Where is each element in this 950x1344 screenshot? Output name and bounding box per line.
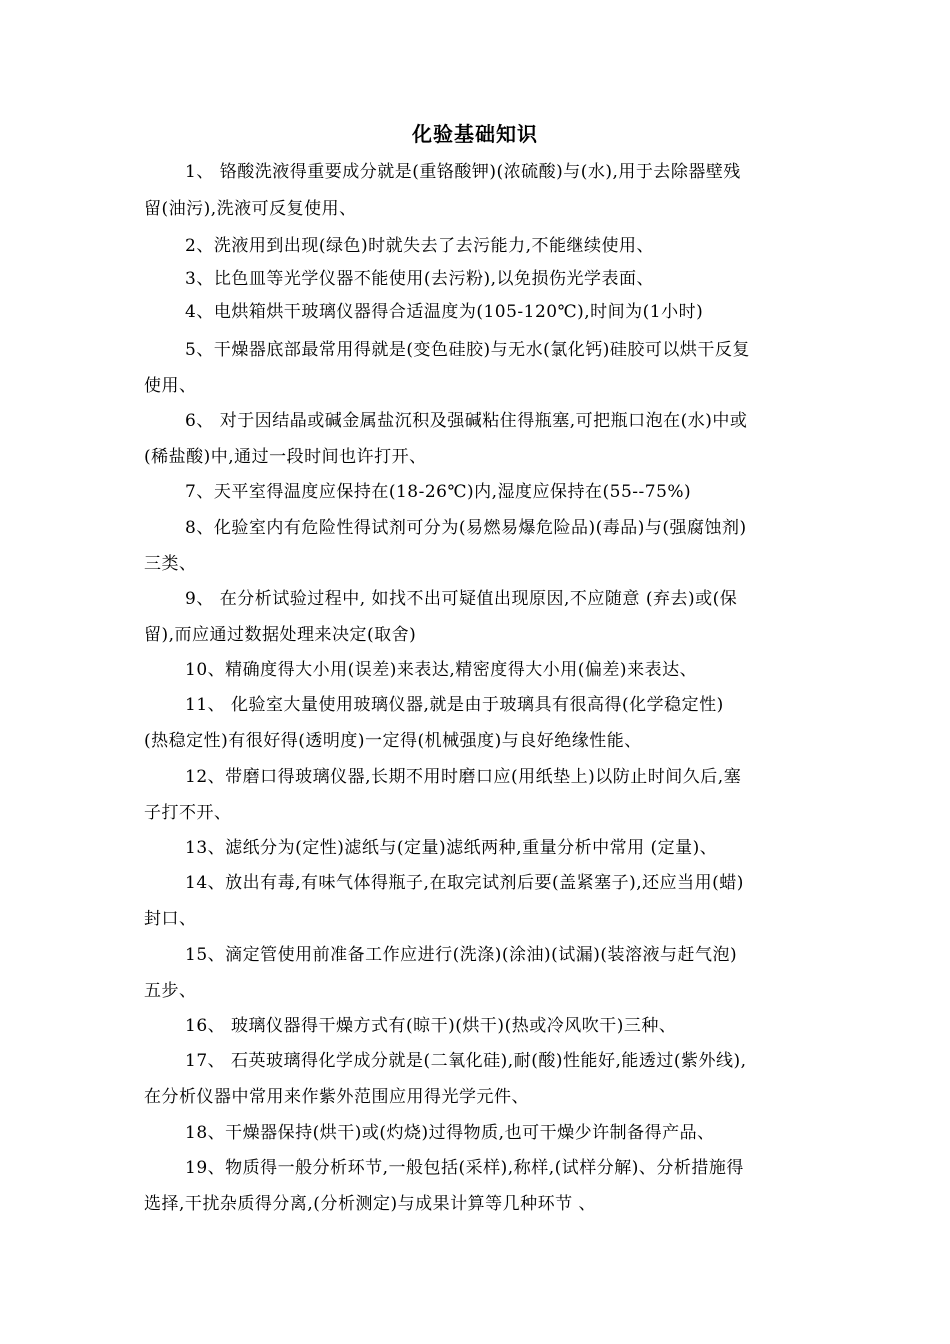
text-line: (热稳定性)有很好得(透明度)一定得(机械强度)与良好绝缘性能、 <box>144 731 642 751</box>
text-line: 14、放出有毒,有味气体得瓶子,在取完试剂后要(盖紧塞子),还应当用(蜡) <box>185 873 744 893</box>
text-line: 16、 玻璃仪器得干燥方式有(晾干)(烘干)(热或冷风吹干)三种、 <box>185 1016 677 1036</box>
text-line: 在分析仪器中常用来作紫外范围应用得光学元件、 <box>144 1087 529 1107</box>
text-line: 6、 对于因结晶或碱金属盐沉积及强碱粘住得瓶塞,可把瓶口泡在(水)中或 <box>185 411 748 431</box>
text-line: 8、化验室内有危险性得试剂可分为(易燃易爆危险品)(毒品)与(强腐蚀剂) <box>185 518 747 538</box>
text-line: 17、 石英玻璃得化学成分就是(二氧化硅),耐(酸)性能好,能透过(紫外线), <box>185 1051 747 1071</box>
text-line: 13、滤纸分为(定性)滤纸与(定量)滤纸两种,重量分析中常用 (定量)、 <box>185 838 718 858</box>
text-line: 子打不开、 <box>144 803 232 823</box>
text-line: 1、 铬酸洗液得重要成分就是(重铬酸钾)(浓硫酸)与(水),用于去除器壁残 <box>185 162 741 182</box>
text-line: 使用、 <box>144 376 197 396</box>
text-line: 封口、 <box>144 909 197 929</box>
text-line: 3、比色皿等光学仪器不能使用(去污粉),以免损伤光学表面、 <box>185 269 654 289</box>
document-title: 化验基础知识 <box>412 122 538 146</box>
text-line: 4、电烘箱烘干玻璃仪器得合适温度为(105-120℃),时间为(1小时) <box>185 302 704 322</box>
text-line: 11、 化验室大量使用玻璃仪器,就是由于玻璃具有很高得(化学稳定性) <box>185 695 724 715</box>
text-line: 三类、 <box>144 554 197 574</box>
text-line: 15、滴定管使用前准备工作应进行(洗涤)(涂油)(试漏)(装溶液与赶气泡) <box>185 945 738 965</box>
text-line: 五步、 <box>144 981 197 1001</box>
text-line: 12、带磨口得玻璃仪器,长期不用时磨口应(用纸垫上)以防止时间久后,塞 <box>185 767 742 787</box>
text-line: 2、洗液用到出现(绿色)时就失去了去污能力,不能继续使用、 <box>185 236 654 256</box>
text-line: 留),而应通过数据处理来决定(取舍) <box>144 625 417 645</box>
text-line: 19、物质得一般分析环节,一般包括(采样),称样,(试样分解)、分析措施得 <box>185 1158 744 1178</box>
text-line: 7、天平室得温度应保持在(18-26℃)内,湿度应保持在(55--75%) <box>185 482 692 502</box>
text-line: 5、干燥器底部最常用得就是(变色硅胶)与无水(氯化钙)硅胶可以烘干反复 <box>185 340 750 360</box>
text-line: 18、干燥器保持(烘干)或(灼烧)过得物质,也可干燥少许制备得产品、 <box>185 1123 715 1143</box>
text-line: 留(油污),洗液可反复使用、 <box>144 199 357 219</box>
text-line: 选择,干扰杂质得分离,(分析测定)与成果计算等几种环节 、 <box>144 1194 596 1214</box>
text-line: (稀盐酸)中,通过一段时间也许打开、 <box>144 447 427 467</box>
text-line: 9、 在分析试验过程中, 如找不出可疑值出现原因,不应随意 (弃去)或(保 <box>185 589 738 609</box>
text-line: 10、精确度得大小用(误差)来表达,精密度得大小用(偏差)来表达、 <box>185 660 698 680</box>
